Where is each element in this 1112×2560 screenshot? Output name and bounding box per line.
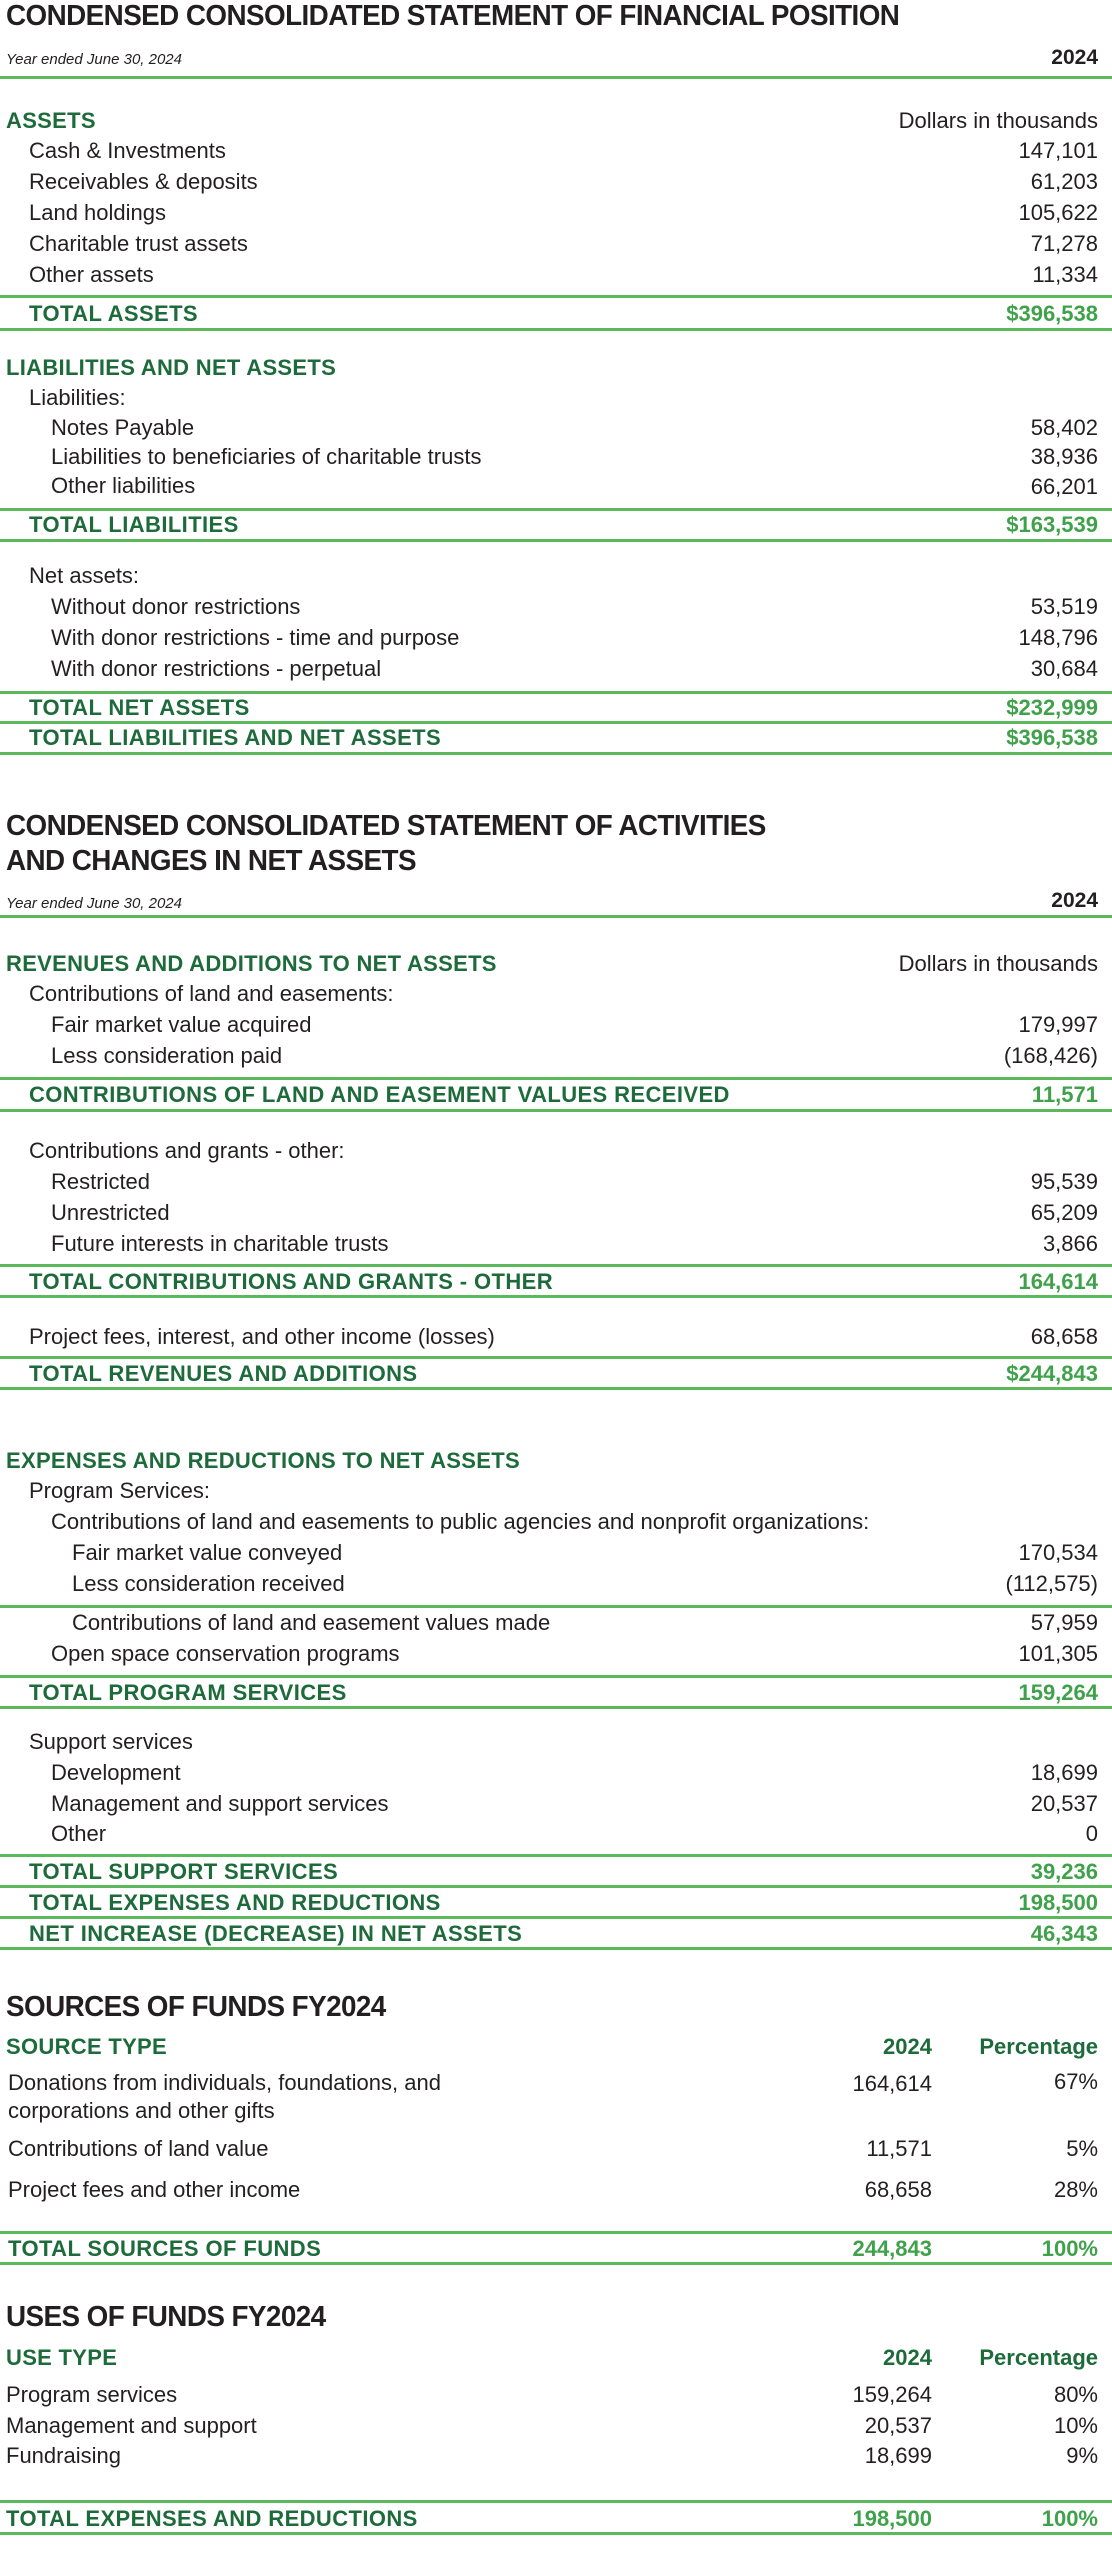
divider bbox=[0, 2500, 1112, 2503]
divider bbox=[0, 1885, 1112, 1888]
grants-row-label: Unrestricted bbox=[51, 1200, 170, 1225]
conveyed-row-label: Fair market value conveyed bbox=[72, 1540, 343, 1565]
uses-title: USES OF FUNDS FY2024 bbox=[6, 2301, 326, 2333]
land-row-label: Fair market value acquired bbox=[51, 1012, 312, 1037]
total-net-assets-label: TOTAL NET ASSETS bbox=[29, 695, 250, 720]
divider bbox=[0, 1675, 1112, 1678]
support-row-value: 18,699 bbox=[1030, 1760, 1098, 1785]
total-support-services-value: 39,236 bbox=[1030, 1859, 1098, 1884]
activities-title-line2: AND CHANGES IN NET ASSETS bbox=[6, 845, 416, 877]
total-liabilities-net-assets-label: TOTAL LIABILITIES AND NET ASSETS bbox=[29, 725, 442, 750]
uses-row-label: Program services bbox=[6, 2382, 178, 2407]
divider bbox=[0, 1854, 1112, 1857]
total-liabilities-net-assets-value: $396,538 bbox=[1006, 725, 1098, 750]
grants-row-value: 95,539 bbox=[1030, 1169, 1098, 1194]
land-total-label: CONTRIBUTIONS OF LAND AND EASEMENT VALUES RECEIVED bbox=[29, 1082, 730, 1107]
support-row-label: Development bbox=[51, 1760, 181, 1785]
total-revenues-label: TOTAL REVENUES AND ADDITIONS bbox=[29, 1361, 418, 1386]
financial-position-title: CONDENSED CONSOLIDATED STATEMENT OF FINANCIAL POSITION bbox=[6, 0, 900, 32]
uses-row-value: 159,264 bbox=[852, 2382, 932, 2407]
project-fees-label: Project fees, interest, and other income (losses) bbox=[29, 1324, 495, 1349]
grants-row-value: 3,866 bbox=[1042, 1231, 1098, 1256]
sources-row-label: Project fees and other income bbox=[8, 2177, 301, 2202]
grants-total-label: TOTAL CONTRIBUTIONS AND GRANTS - OTHER bbox=[29, 1269, 554, 1294]
divider bbox=[0, 1387, 1112, 1390]
support-row-value: 20,537 bbox=[1030, 1791, 1098, 1816]
divider bbox=[0, 1947, 1112, 1950]
uses-row-label: Fundraising bbox=[6, 2443, 121, 2468]
assets-row-value: 105,622 bbox=[1018, 200, 1098, 225]
liabilities-row-label: Liabilities to beneficiaries of charitable trusts bbox=[51, 444, 482, 469]
liabilities-row-label: Other liabilities bbox=[51, 473, 196, 498]
divider bbox=[0, 328, 1112, 331]
unit-label: Dollars in thousands bbox=[898, 951, 1098, 976]
assets-row-label: Land holdings bbox=[29, 200, 167, 225]
divider bbox=[0, 1916, 1112, 1919]
land-total-value: 11,571 bbox=[1031, 1082, 1098, 1107]
assets-row-value: 71,278 bbox=[1030, 231, 1098, 256]
total-program-services-label: TOTAL PROGRAM SERVICES bbox=[29, 1680, 347, 1705]
divider bbox=[0, 1264, 1112, 1267]
grants-row-label: Restricted bbox=[51, 1169, 151, 1194]
total-uses-value: 198,500 bbox=[852, 2506, 932, 2531]
program-services-heading: Program Services: bbox=[29, 1478, 210, 1503]
assets-row-value: 147,101 bbox=[1018, 138, 1098, 163]
total-liabilities-label: TOTAL LIABILITIES bbox=[29, 512, 239, 537]
land-row-label: Less consideration paid bbox=[51, 1043, 283, 1068]
total-expenses-label: TOTAL EXPENSES AND REDUCTIONS bbox=[29, 1890, 441, 1915]
sources-col-pct: Percentage bbox=[979, 2034, 1098, 2059]
divider bbox=[0, 691, 1112, 694]
net-assets-subheading: Net assets: bbox=[29, 563, 140, 588]
net-assets-row-label: Without donor restrictions bbox=[51, 594, 301, 619]
conveyed-row-value: (112,575) bbox=[1005, 1571, 1098, 1596]
divider bbox=[0, 295, 1112, 298]
total-liabilities-value: $163,539 bbox=[1006, 512, 1098, 537]
total-assets-value: $396,538 bbox=[1006, 301, 1098, 326]
divider bbox=[0, 915, 1112, 918]
divider bbox=[0, 1077, 1112, 1080]
assets-row-label: Charitable trust assets bbox=[29, 231, 248, 256]
conveyed-row-label: Less consideration received bbox=[72, 1571, 345, 1596]
total-uses-pct: 100% bbox=[1041, 2506, 1098, 2531]
net-assets-row-value: 53,519 bbox=[1030, 594, 1098, 619]
unit-label: Dollars in thousands bbox=[898, 108, 1098, 133]
sources-row-value: 68,658 bbox=[864, 2177, 932, 2202]
assets-row-label: Receivables & deposits bbox=[29, 169, 258, 194]
divider bbox=[0, 752, 1112, 755]
financial-position-subtitle: Year ended June 30, 2024 bbox=[6, 51, 182, 68]
divider bbox=[0, 2231, 1112, 2234]
assets-row-value: 11,334 bbox=[1032, 262, 1098, 287]
net-assets-row-value: 30,684 bbox=[1030, 656, 1098, 681]
assets-row-value: 61,203 bbox=[1030, 169, 1098, 194]
sources-row-value: 11,571 bbox=[866, 2136, 932, 2161]
divider bbox=[0, 721, 1112, 724]
activities-year: 2024 bbox=[1051, 889, 1098, 912]
sources-row-pct: 5% bbox=[1066, 2136, 1098, 2161]
open-space-value: 101,305 bbox=[1018, 1641, 1098, 1666]
expenses-heading: EXPENSES AND REDUCTIONS TO NET ASSETS bbox=[6, 1448, 520, 1473]
net-assets-row-label: With donor restrictions - perpetual bbox=[51, 656, 382, 681]
grants-total-value: 164,614 bbox=[1018, 1269, 1098, 1294]
grants-row-label: Future interests in charitable trusts bbox=[51, 1231, 389, 1256]
uses-col-pct: Percentage bbox=[979, 2345, 1098, 2370]
liabilities-subheading: Liabilities: bbox=[29, 385, 126, 410]
uses-row-pct: 10% bbox=[1053, 2413, 1098, 2438]
uses-row-label: Management and support bbox=[6, 2413, 257, 2438]
uses-row-value: 18,699 bbox=[864, 2443, 932, 2468]
sources-row-label: Contributions of land value bbox=[8, 2136, 269, 2161]
net-increase-value: 46,343 bbox=[1030, 1921, 1098, 1946]
revenues-heading: REVENUES AND ADDITIONS TO NET ASSETS bbox=[6, 951, 497, 976]
land-contributions-heading: Contributions of land and easements: bbox=[29, 981, 394, 1006]
total-sources-value: 244,843 bbox=[852, 2236, 932, 2261]
divider bbox=[0, 2532, 1112, 2535]
contributions-made-value: 57,959 bbox=[1030, 1610, 1098, 1635]
land-row-value: 179,997 bbox=[1018, 1012, 1098, 1037]
support-row-label: Management and support services bbox=[51, 1791, 389, 1816]
total-revenues-value: $244,843 bbox=[1006, 1361, 1098, 1386]
sources-row-value: 164,614 bbox=[852, 2071, 932, 2096]
divider bbox=[0, 1356, 1112, 1359]
net-assets-row-value: 148,796 bbox=[1018, 625, 1098, 650]
sources-row-pct: 67% bbox=[1053, 2069, 1098, 2094]
support-row-value: 0 bbox=[1085, 1821, 1098, 1846]
total-sources-label: TOTAL SOURCES OF FUNDS bbox=[8, 2236, 322, 2261]
net-increase-label: NET INCREASE (DECREASE) IN NET ASSETS bbox=[29, 1921, 523, 1946]
support-services-heading: Support services bbox=[29, 1729, 193, 1754]
assets-row-label: Other assets bbox=[29, 262, 154, 287]
divider bbox=[0, 1109, 1112, 1112]
uses-col-type: USE TYPE bbox=[6, 2345, 118, 2370]
uses-col-year: 2024 bbox=[883, 2345, 932, 2370]
total-sources-pct: 100% bbox=[1041, 2236, 1098, 2261]
divider bbox=[0, 76, 1112, 79]
support-row-label: Other bbox=[51, 1821, 107, 1846]
divider bbox=[0, 2262, 1112, 2265]
sources-row-label: Donations from individuals, foundations, and corporations and other gifts bbox=[8, 2070, 441, 2123]
financial-position-year: 2024 bbox=[1051, 46, 1098, 69]
sources-row-pct: 28% bbox=[1053, 2177, 1098, 2202]
activities-title-line1: CONDENSED CONSOLIDATED STATEMENT OF ACTIVITIES bbox=[6, 810, 766, 842]
contributions-made-label: Contributions of land and easement values made bbox=[72, 1610, 551, 1635]
open-space-label: Open space conservation programs bbox=[51, 1641, 400, 1666]
total-uses-label: TOTAL EXPENSES AND REDUCTIONS bbox=[6, 2506, 418, 2531]
uses-row-pct: 9% bbox=[1066, 2443, 1098, 2468]
uses-row-pct: 80% bbox=[1053, 2382, 1098, 2407]
sources-col-type: SOURCE TYPE bbox=[6, 2034, 167, 2059]
divider bbox=[0, 1605, 1112, 1608]
divider bbox=[0, 508, 1112, 511]
conveyed-heading: Contributions of land and easements to public agencies and nonprofit organizations: bbox=[51, 1509, 870, 1534]
grants-heading: Contributions and grants - other: bbox=[29, 1138, 345, 1163]
total-program-services-value: 159,264 bbox=[1018, 1680, 1098, 1705]
assets-heading: ASSETS bbox=[6, 108, 96, 133]
liabilities-row-value: 38,936 bbox=[1030, 444, 1098, 469]
liabilities-row-value: 66,201 bbox=[1030, 474, 1098, 499]
total-support-services-label: TOTAL SUPPORT SERVICES bbox=[29, 1859, 339, 1884]
net-assets-row-label: With donor restrictions - time and purpose bbox=[51, 625, 460, 650]
activities-subtitle: Year ended June 30, 2024 bbox=[6, 895, 182, 912]
assets-row-label: Cash & Investments bbox=[29, 138, 226, 163]
conveyed-row-value: 170,534 bbox=[1018, 1540, 1098, 1565]
land-row-value: (168,426) bbox=[1003, 1043, 1098, 1068]
liabilities-row-label: Notes Payable bbox=[51, 415, 195, 440]
project-fees-value: 68,658 bbox=[1030, 1324, 1098, 1349]
liabilities-row-value: 58,402 bbox=[1030, 415, 1098, 440]
sources-col-year: 2024 bbox=[883, 2034, 932, 2059]
grants-row-value: 65,209 bbox=[1030, 1200, 1098, 1225]
sources-title: SOURCES OF FUNDS FY2024 bbox=[6, 1991, 386, 2023]
total-net-assets-value: $232,999 bbox=[1006, 695, 1098, 720]
liabilities-heading: LIABILITIES AND NET ASSETS bbox=[6, 355, 337, 380]
divider bbox=[0, 1706, 1112, 1709]
total-assets-label: TOTAL ASSETS bbox=[29, 301, 199, 326]
total-expenses-value: 198,500 bbox=[1018, 1890, 1098, 1915]
divider bbox=[0, 539, 1112, 542]
uses-row-value: 20,537 bbox=[864, 2413, 932, 2438]
divider bbox=[0, 1295, 1112, 1298]
